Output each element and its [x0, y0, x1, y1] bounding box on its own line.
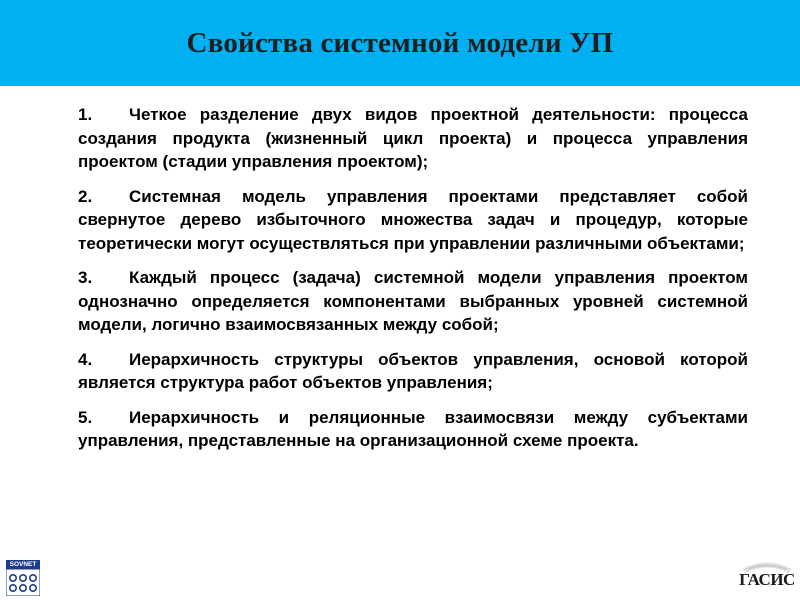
list-item — [78, 406, 748, 453]
gasis-logo-text: ГАСИС — [739, 570, 795, 589]
item-number: 4. — [78, 349, 93, 369]
item-text: Иерархичность и реляционные взаимосвязи между субъектами управления, представленные на организационной схеме проекта. — [78, 407, 748, 450]
item-number: 3. — [78, 268, 93, 287]
sovnet-logo — [6, 560, 40, 596]
properties-list — [78, 103, 748, 464]
item-number: 1. — [78, 105, 93, 124]
list-item — [78, 348, 748, 395]
item-text: Четкое разделение двух видов проектной деятельности: процесса создания продукта (жизненный цикл проекта) и процесса управления проектом (стадии управления проектом); — [78, 105, 748, 171]
list-item — [78, 103, 748, 174]
list-item — [78, 266, 748, 337]
item-text: Системная модель управления проектами представляет собой свернутое дерево избыточного множества задач и процедур, которые теоретически могут осуществляться при управлении различными объектами; — [78, 186, 748, 253]
slide-title: Свойства системной модели УП — [186, 26, 614, 59]
list-item — [78, 185, 748, 256]
item-number: 5. — [78, 407, 93, 427]
sovnet-logo-text: SOVNET — [6, 560, 40, 569]
item-text: Каждый процесс (задача) системной модели управления проектом однозначно определяется компонентами выбранных уровней системной модели, логично взаимосвязанных между собой; — [78, 268, 748, 334]
title-band — [0, 0, 800, 86]
item-text: Иерархичность структуры объектов управления, основой которой является структура работ объектов управления; — [78, 349, 748, 392]
item-number: 2. — [78, 186, 93, 206]
gasis-logo — [738, 562, 796, 596]
